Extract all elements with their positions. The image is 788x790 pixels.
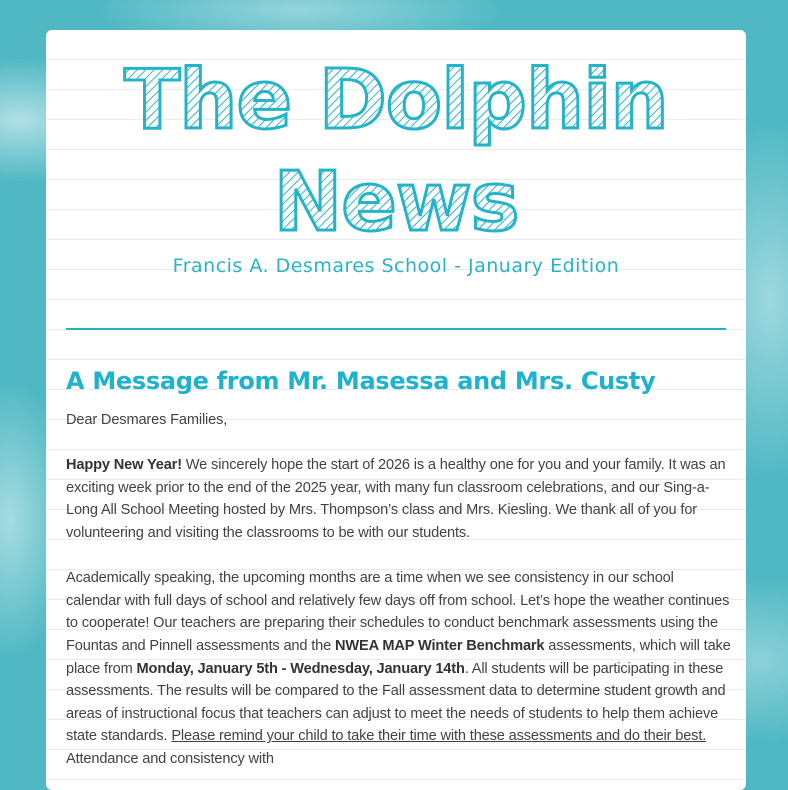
reminder-link[interactable]: Please remind your child to take their time with these assessments and do their best.	[171, 728, 707, 745]
bold-text: NWEA MAP Winter Benchmark	[335, 637, 545, 654]
paragraph-text: assessments, which will take place from	[66, 637, 731, 677]
paragraph-text: Attendance and consistency with	[66, 750, 274, 767]
banner-title-line2: News	[273, 155, 519, 250]
paragraph-text: Academically speaking, the upcoming months are a time when we see consistency in our school calendar with full days of school and relatively few days off from school. Let’s hope the weather continues to cooperate! Our teachers are preparing their schedules to conduct benchmark assessments using the Fountas and Pinnell assessments and the	[66, 570, 730, 654]
bold-text: Monday, January 5th - Wednesday, January 14th	[136, 660, 465, 677]
paragraph-1	[66, 454, 731, 544]
paragraph-2	[66, 567, 731, 770]
divider	[66, 328, 726, 330]
article-body	[66, 409, 731, 790]
article-heading: A Message from Mr. Masessa and Mrs. Custy	[66, 367, 656, 395]
newsletter-banner-logo	[46, 50, 746, 252]
banner-subtitle: Francis A. Desmares School - January Edition	[172, 255, 620, 277]
paragraph-text: We sincerely hope the start of 2026 is a healthy one for you and your family. It was an exciting week prior to the end of the 2025 year, with many fun classroom celebrations, and our Sing-a-Long All School Meeting hosted by Mrs. Thompson’s class and Mrs. Kiesling. We thank all of you for volunteering and visiting the classrooms to be with our students.	[66, 457, 726, 541]
newsletter-card	[46, 30, 746, 790]
banner-title-line1: The Dolphin	[124, 53, 668, 148]
greeting: Dear Desmares Families,	[66, 412, 228, 428]
bold-text: Happy New Year!	[66, 457, 182, 474]
paragraph-text: . All students will be participating in these assessments. The results will be compared to the Fall assessment data to determine student growth and areas of instructional focus that teachers can adjust to meet the needs of students to help them achieve state standards.	[66, 660, 726, 745]
